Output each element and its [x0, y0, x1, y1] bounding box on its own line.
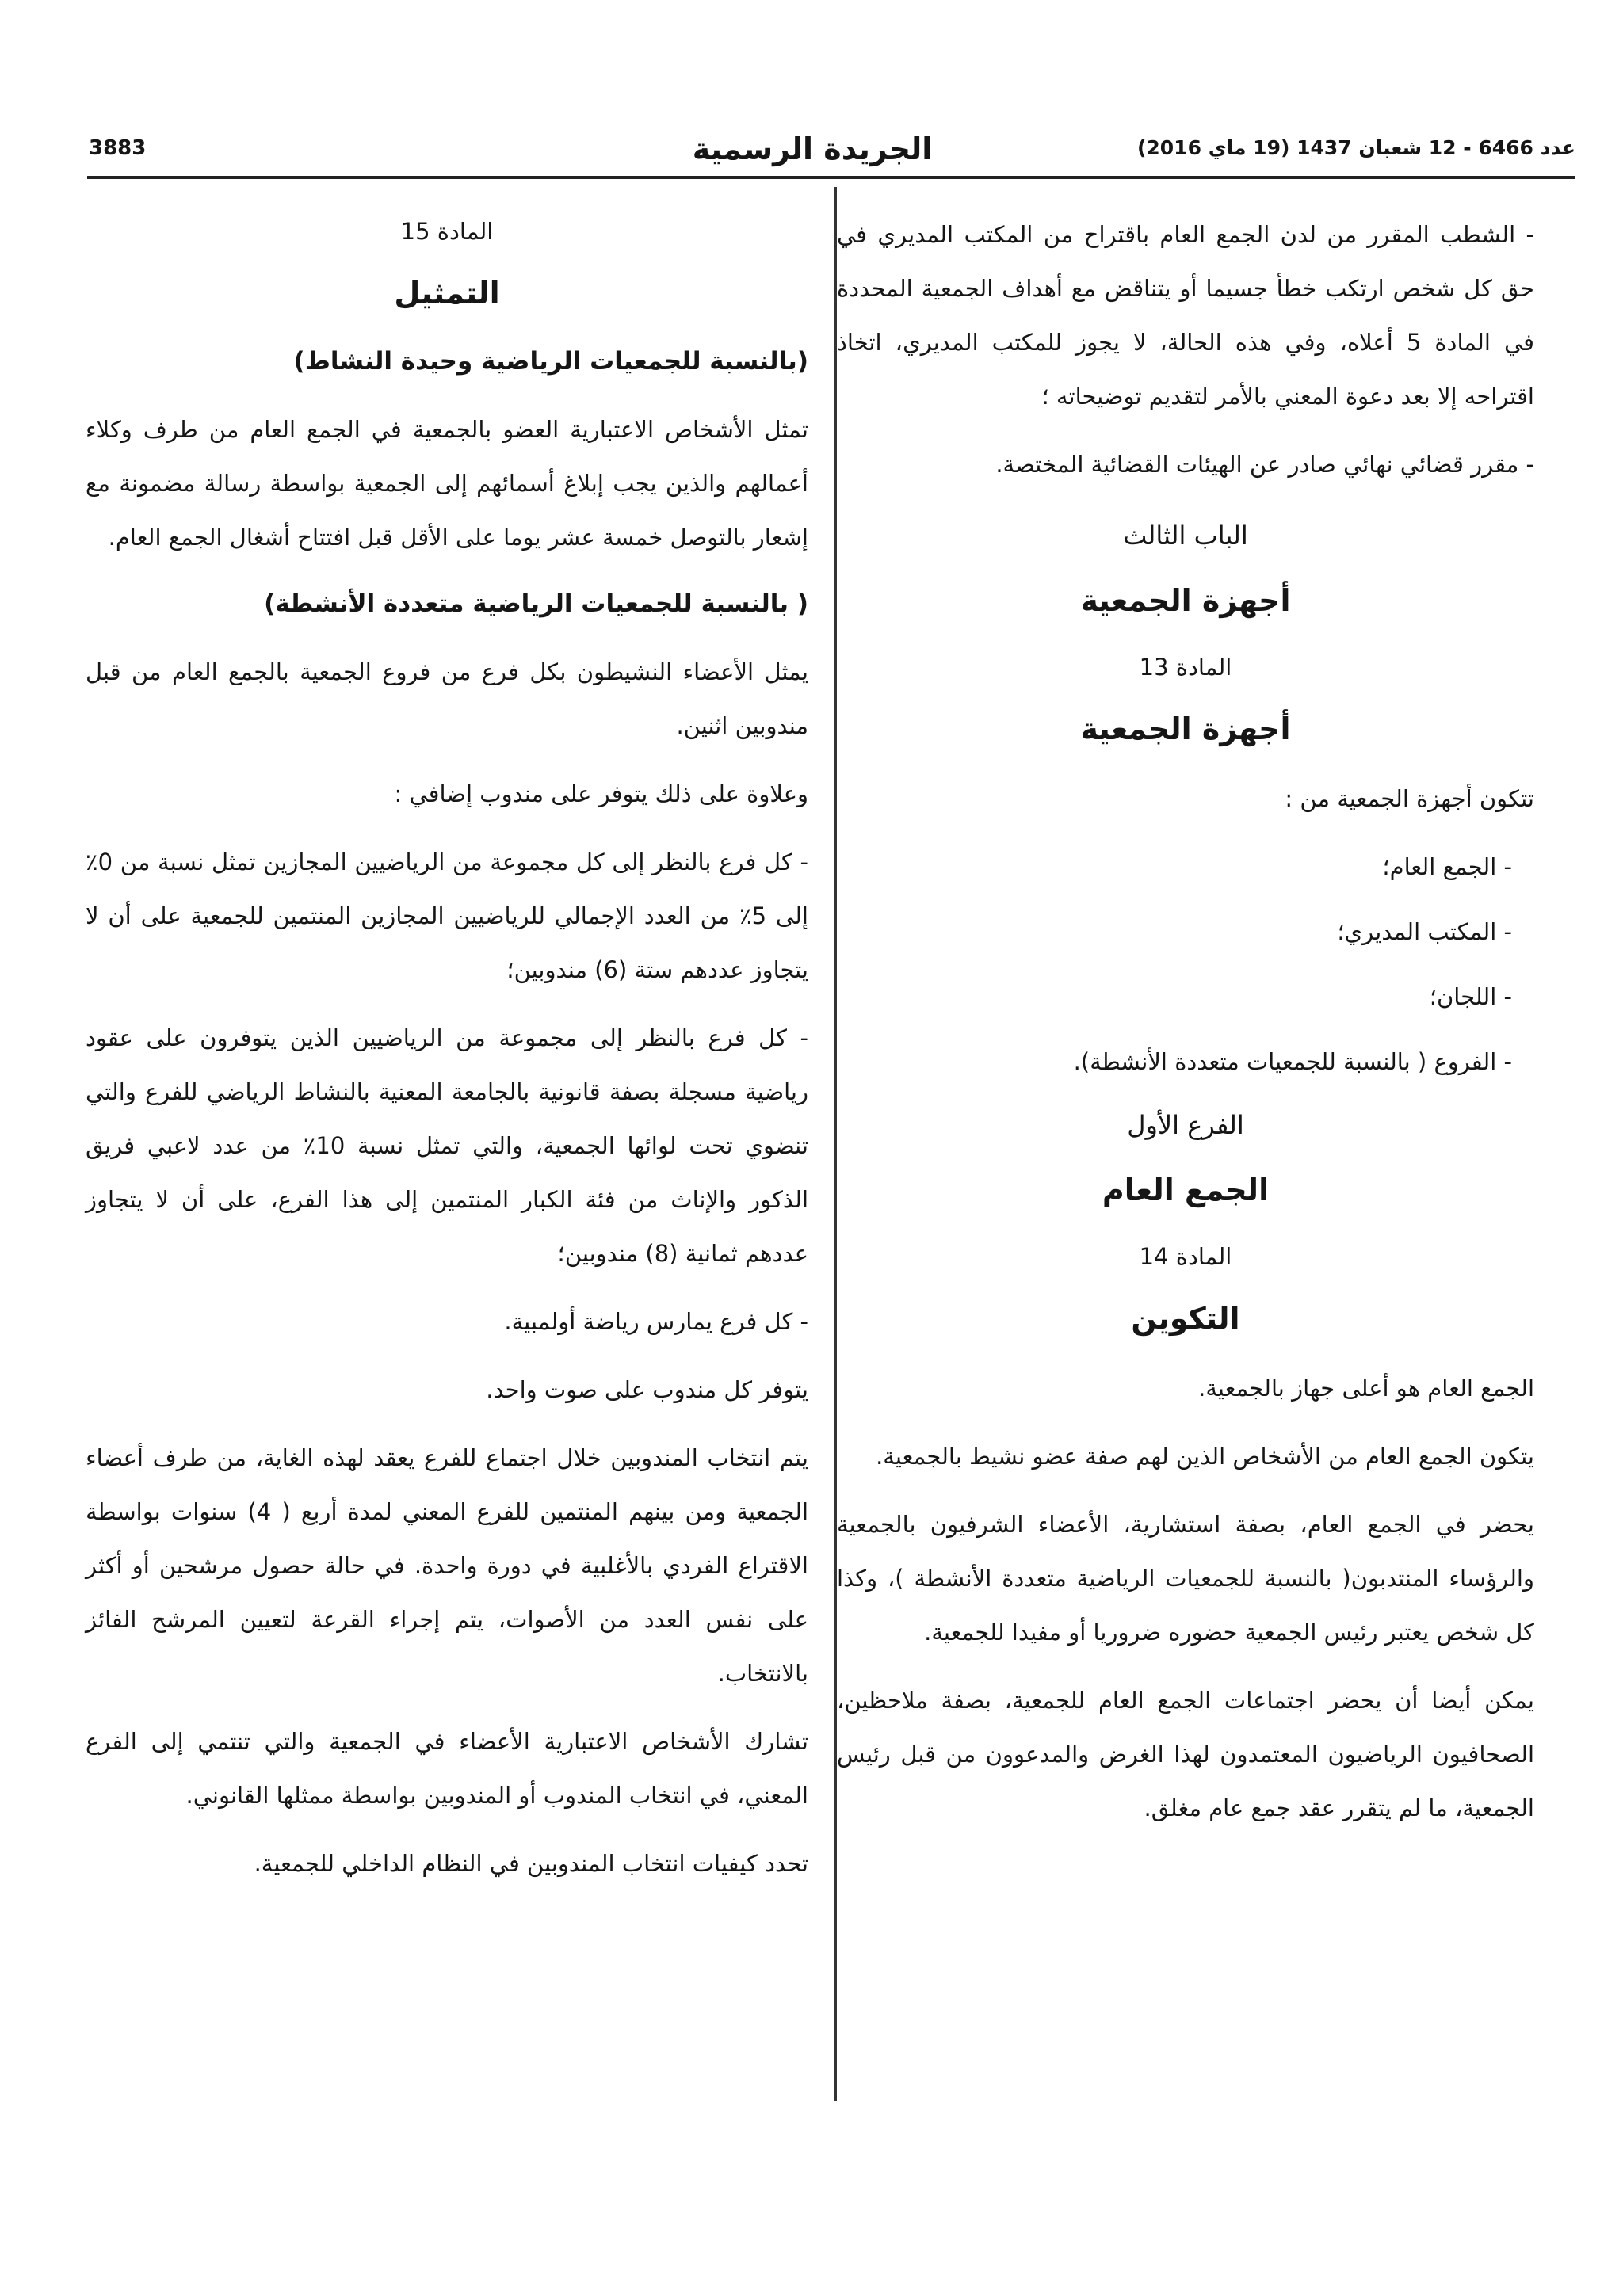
article-number: المادة 15: [400, 218, 494, 245]
subheading: (بالنسبة للجمعيات الرياضية وحيدة النشاط): [293, 347, 808, 376]
page-number: 3883: [89, 136, 147, 160]
paragraph: تشارك الأشخاص الاعتبارية الأعضاء في الجمعية والتي تنتمي إلى الفرع المعني، في انتخاب المندوب أو المندوبين بواسطة ممثلها القانوني.: [86, 1728, 808, 1809]
section-heading: الجمع العام: [1102, 1173, 1270, 1207]
paragraph: يمكن أيضا أن يحضر اجتماعات الجمع العام للجمعية، بصفة ملاحظين، الصحافيون الرياضيون المعتمدون لهذا الغرض والمدعوون من قبل رئيس الجمعية، ما لم يتقرر عقد جمع عام مغلق.: [837, 1687, 1534, 1821]
left-column: [86, 208, 808, 1905]
paragraph: تحدد كيفيات انتخاب المندوبين في النظام الداخلي للجمعية.: [254, 1850, 808, 1877]
article-number: المادة 13: [1139, 654, 1232, 681]
bullet-paragraph: - كل فرع بالنظر إلى مجموعة من الرياضيين الذين يتوفرون على عقود رياضية مسجلة بصفة قانونية بالجامعة المعنية بالنشاط الرياضي للفرع والتي تنضوي تحت لوائها الجمعية، والتي تمثل نسبة 10٪ من عدد لاعبي فريق الذكور والإناث من فئة الكبار المنتمين إلى هذا الفرع، على أن لا يتجاوز عددهم ثمانية (8) مندوبين؛: [86, 1024, 808, 1267]
paragraph: يتوفر كل مندوب على صوت واحد.: [486, 1376, 808, 1403]
paragraph: تتكون أجهزة الجمعية من :: [1285, 785, 1534, 812]
section-title: الفرع الأول: [1127, 1110, 1244, 1140]
article-heading: التمثيل: [394, 276, 500, 311]
list-item: - المكتب المديري؛: [1337, 918, 1512, 945]
subheading: ( بالنسبة للجمعيات الرياضية متعددة الأنشطة): [264, 589, 808, 618]
right-column: [837, 208, 1534, 1849]
article-heading: أجهزة الجمعية: [1080, 711, 1291, 746]
paragraph: يتكون الجمع العام من الأشخاص الذين لهم صفة عضو نشيط بالجمعية.: [876, 1443, 1534, 1470]
paragraph: يتم انتخاب المندوبين خلال اجتماع للفرع يعقد لهذه الغاية، من طرف أعضاء الجمعية ومن بينهم المنتمين للفرع المعني لمدة أربع ( 4) سنوات بواسطة الاقتراع الفردي بالأغلبية في دورة واحدة. في حالة حصول مرشحين أو أكثر على نفس العدد من الأصوات، يتم إجراء القرعة لتعيين المرشح الفائز بالانتخاب.: [86, 1444, 809, 1687]
list-item: - الجمع العام؛: [1382, 853, 1512, 880]
article-number: المادة 14: [1139, 1243, 1232, 1270]
publication-title: الجريدة الرسمية: [692, 132, 933, 166]
paragraph: يمثل الأعضاء النشيطون بكل فرع من فروع الجمعية بالجمع العام من قبل مندوبين اثنين.: [86, 658, 808, 739]
bullet-paragraph: - كل فرع بالنظر إلى كل مجموعة من الرياضيين المجازين تمثل نسبة من 0٪ إلى 5٪ من العدد الإجمالي للرياضيين المجازين المنتمين للجمعية على أن لا يتجاوز عددهم ستة (6) مندوبين؛: [86, 849, 808, 983]
paragraph: تمثل الأشخاص الاعتبارية العضو بالجمعية في الجمع العام من طرف وكلاء أعمالهم والذين يجب إبلاغ أسمائهم إلى الجمعية بواسطة رسالة مضمونة مع إشعار بالتوصل خمسة عشر يوما على الأقل قبل افتتاح أشغال الجمع العام.: [86, 416, 808, 551]
article-heading: التكوين: [1131, 1301, 1240, 1336]
paragraph: الجمع العام هو أعلى جهاز بالجمعية.: [1198, 1375, 1534, 1402]
bullet-paragraph: - كل فرع يمارس رياضة أولمبية.: [504, 1308, 808, 1335]
header-rule: [87, 176, 1575, 179]
paragraph: - الشطب المقرر من لدن الجمع العام باقتراح من المكتب المديري في حق كل شخص ارتكب خطأ جسيما أو يتناقض مع أهداف الجمعية المحددة في المادة 5 أعلاه، وفي هذه الحالة، لا يجوز للمكتب المديري، اتخاذ اقتراحه إلا بعد دعوة المعني بالأمر لتقديم توضيحاته ؛: [837, 221, 1535, 410]
paragraph: يحضر في الجمع العام، بصفة استشارية، الأعضاء الشرفيون بالجمعية والرؤساء المنتدبون( بالنسبة للجمعيات الرياضية متعددة الأنشطة )، وكذا كل شخص يعتبر رئيس الجمعية حضوره ضروريا أو مفيدا للجمعية.: [837, 1511, 1534, 1646]
list-item: - الفروع ( بالنسبة للجمعيات متعددة الأنشطة).: [1073, 1048, 1512, 1075]
paragraph: - مقرر قضائي نهائي صادر عن الهيئات القضائية المختصة.: [995, 451, 1534, 478]
issue-info: عدد 6466 - 12 شعبان 1437 (19 ماي 2016): [1136, 136, 1575, 159]
part-heading: أجهزة الجمعية: [1080, 583, 1291, 618]
paragraph: وعلاوة على ذلك يتوفر على مندوب إضافي :: [394, 780, 808, 807]
list-item: - اللجان؛: [1429, 983, 1512, 1010]
part-title: الباب الثالث: [1123, 521, 1248, 551]
